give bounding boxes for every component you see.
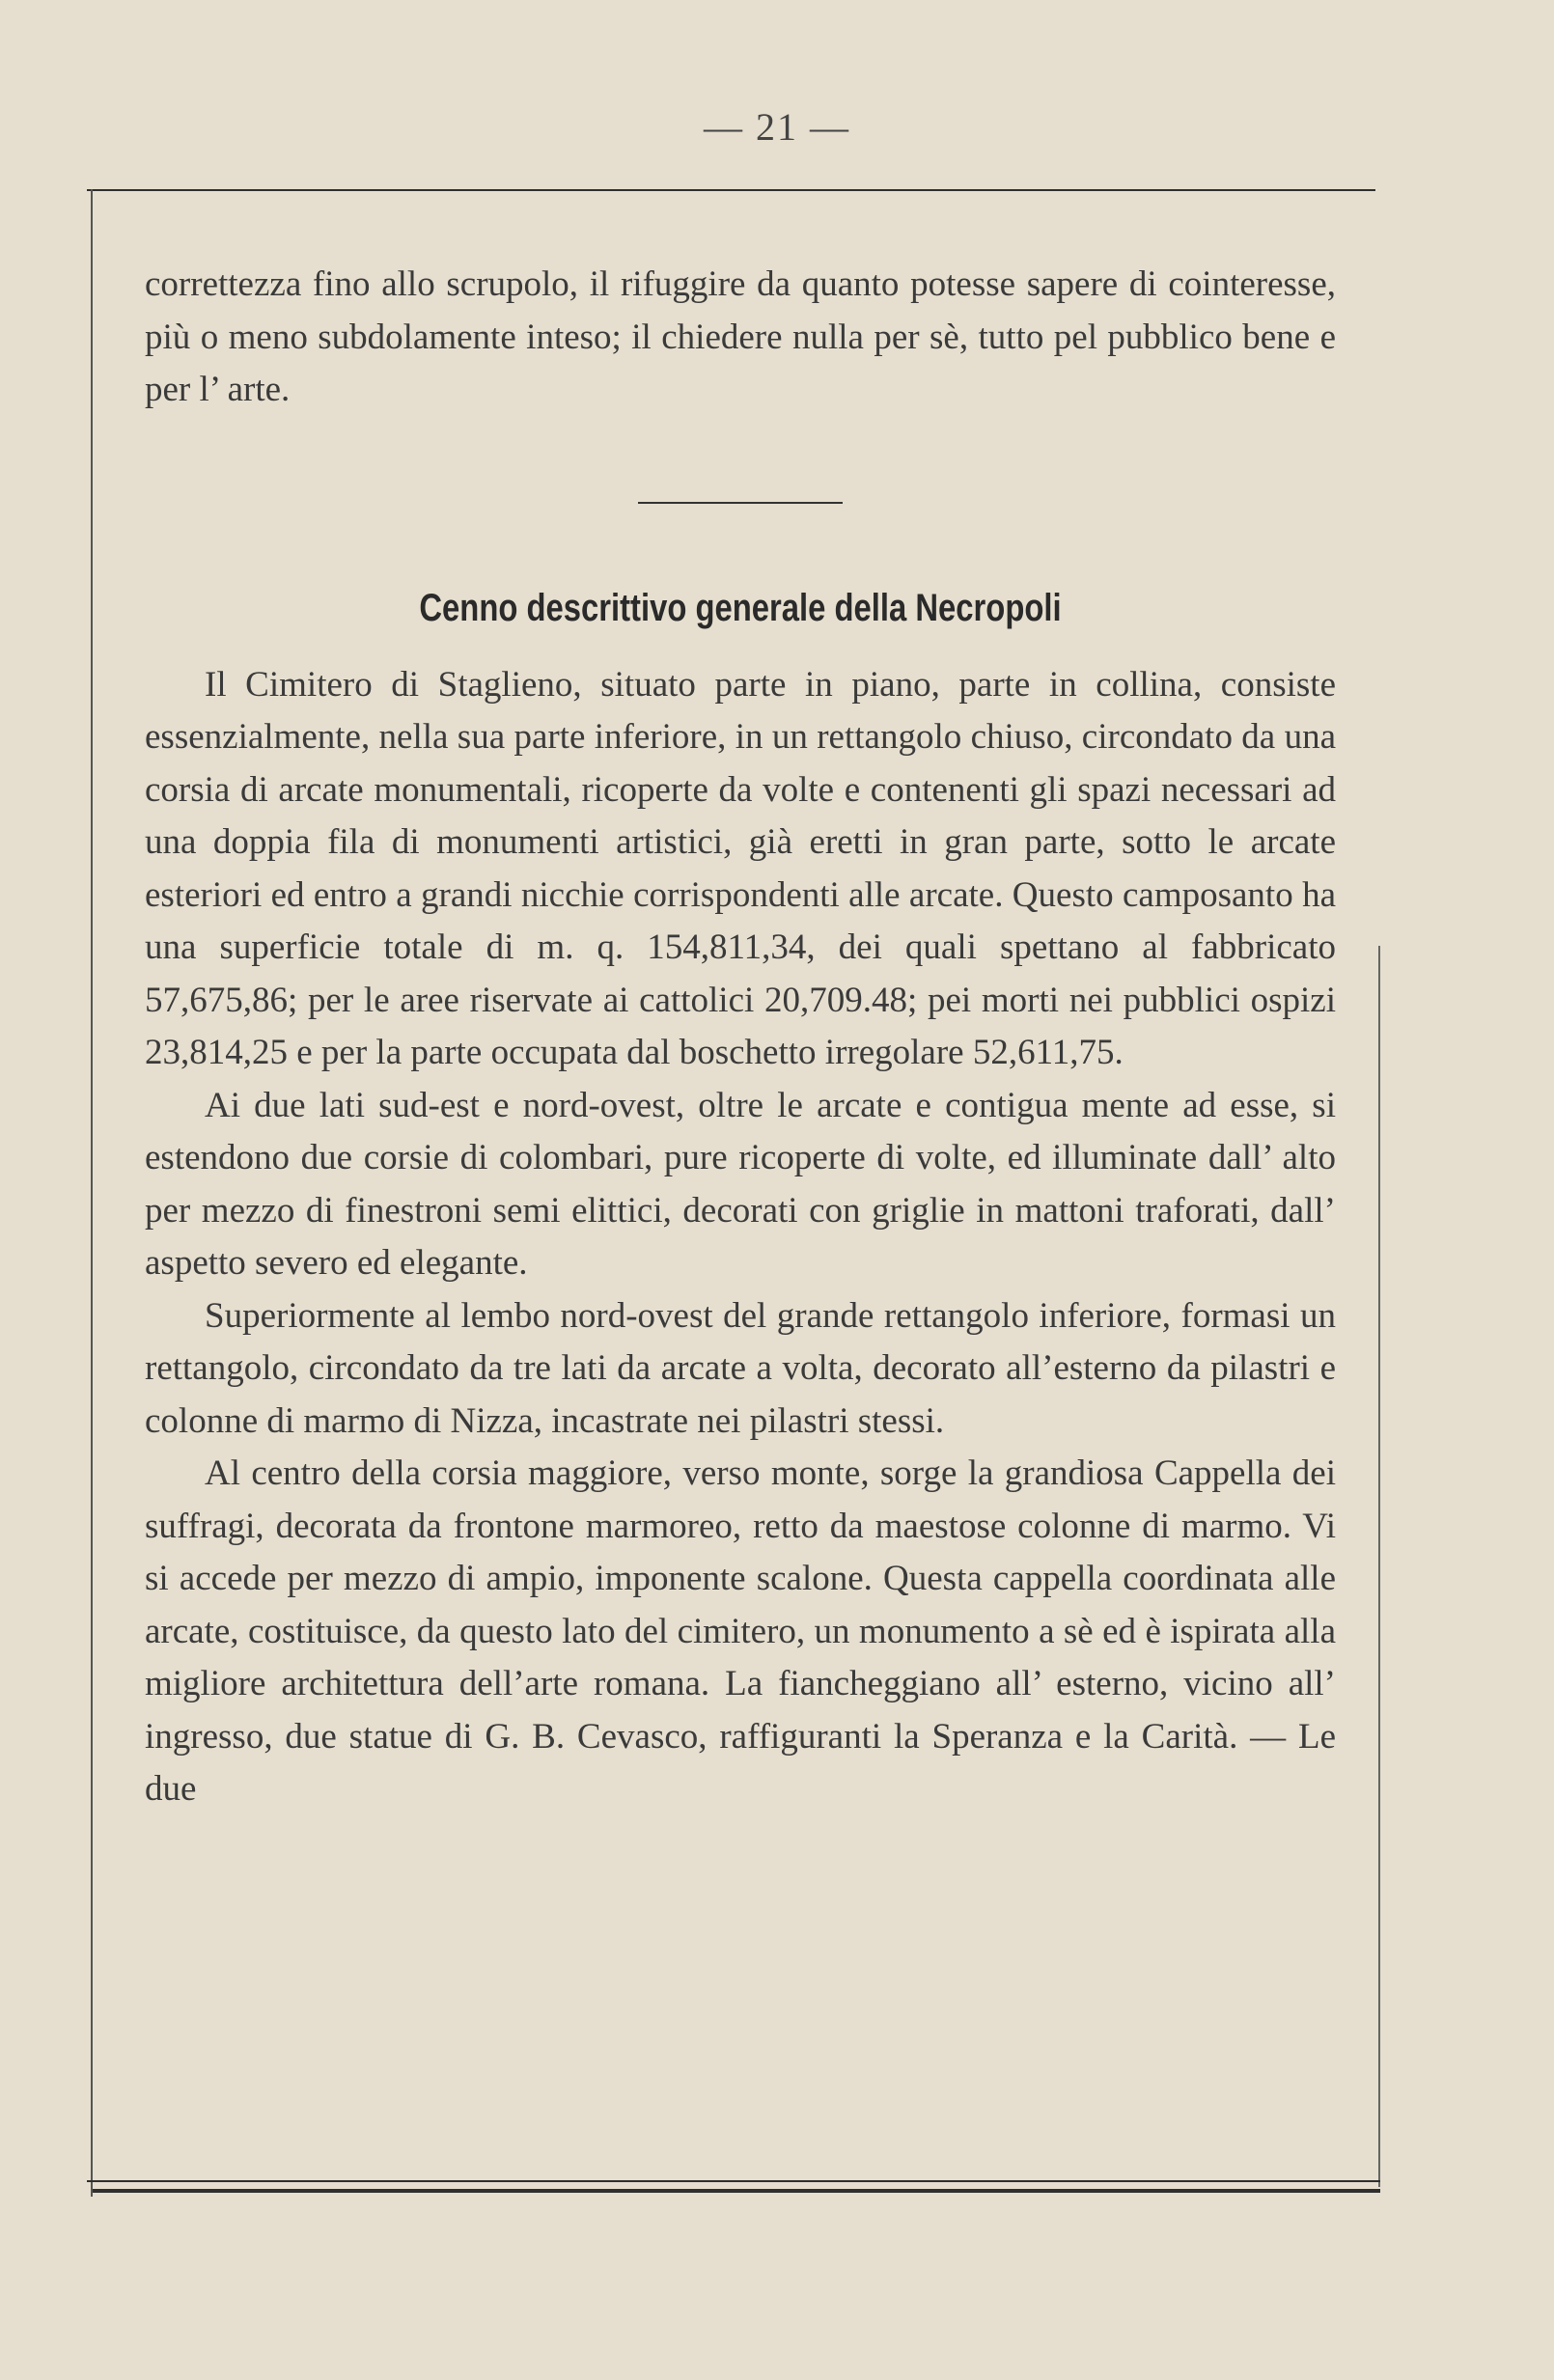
right-border-line	[1378, 946, 1380, 2187]
bottom-rule-thin	[87, 2180, 1380, 2182]
body-paragraph: Al centro della corsia maggiore, verso monte, sorge la grandiosa Cappella dei suffragi, decorata da frontone marmoreo, retto da maestose colonne di marmo. Vi si accede per mezzo di ampio, imponente scalone. Questa cappella coordinata alle arcate, costituisce, da questo lato del cimitero, un monumento a sè ed è ispirata alla migliore architettura dell’arte romana. La fiancheggiano all’ esterno, vicino all’ ingresso, due statue di G. B. Cevasco, raffiguranti la Speranza e la Carità. — Le due	[145, 1453, 1336, 1809]
bottom-rule-thick	[93, 2189, 1380, 2193]
body-paragraph: Ai due lati sud-est e nord-ovest, oltre le arcate e contigua mente ad esse, si estendono due corsie di colombari, pure ricoperte di volte, ed illuminate dall’ alto per mezzo di finestroni semi elittici, decorati con griglie in mattoni traforati, dall’ aspetto severo ed elegante.	[145, 1085, 1336, 1283]
body-paragraph: Il Cimitero di Staglieno, situato parte in piano, parte in collina, consiste essenzialmente, nella sua parte inferiore, in un rettangolo chiuso, circondato da una corsia di arcate monumentali, ricoperte da volte e contenenti gli spazi necessari ad una doppia fila di monumenti artistici, già eretti in gran parte, sotto le arcate esteriori ed entro a grandi nicchie corrispondenti alle arcate. Questo camposanto ha una superficie totale di m. q. 154,811,34, dei quali spettano al fabbricato 57,675,86; per le aree riservate ai cattolici 20,709.48; pei morti nei pubblici ospizi 23,814,25 e per la parte occupata dal boschetto irregolare 52,611,75.	[145, 664, 1336, 1072]
body-paragraph: Superiormente al lembo nord-ovest del grande rettangolo inferiore, formasi un rettangolo, circondato da tre lati da arcate a volta, decorato all’esterno da pilastri e colonne di marmo di Nizza, incastrate nei pilastri stessi.	[145, 1295, 1336, 1441]
left-border-line	[91, 189, 93, 2197]
top-rule	[87, 189, 1375, 191]
section-title: Cenno descrittivo generale della Necropoli	[419, 586, 1062, 629]
intro-paragraph: correttezza fino allo scrupolo, il rifuggire da quanto potesse sapere di cointeresse, più o meno subdolamente inteso; il chiedere nulla per sè, tutto pel pubblico bene e per l’ arte.	[145, 264, 1336, 409]
page-body	[145, 259, 1336, 1816]
page-number: — 21 —	[704, 105, 850, 149]
section-divider	[638, 502, 843, 504]
